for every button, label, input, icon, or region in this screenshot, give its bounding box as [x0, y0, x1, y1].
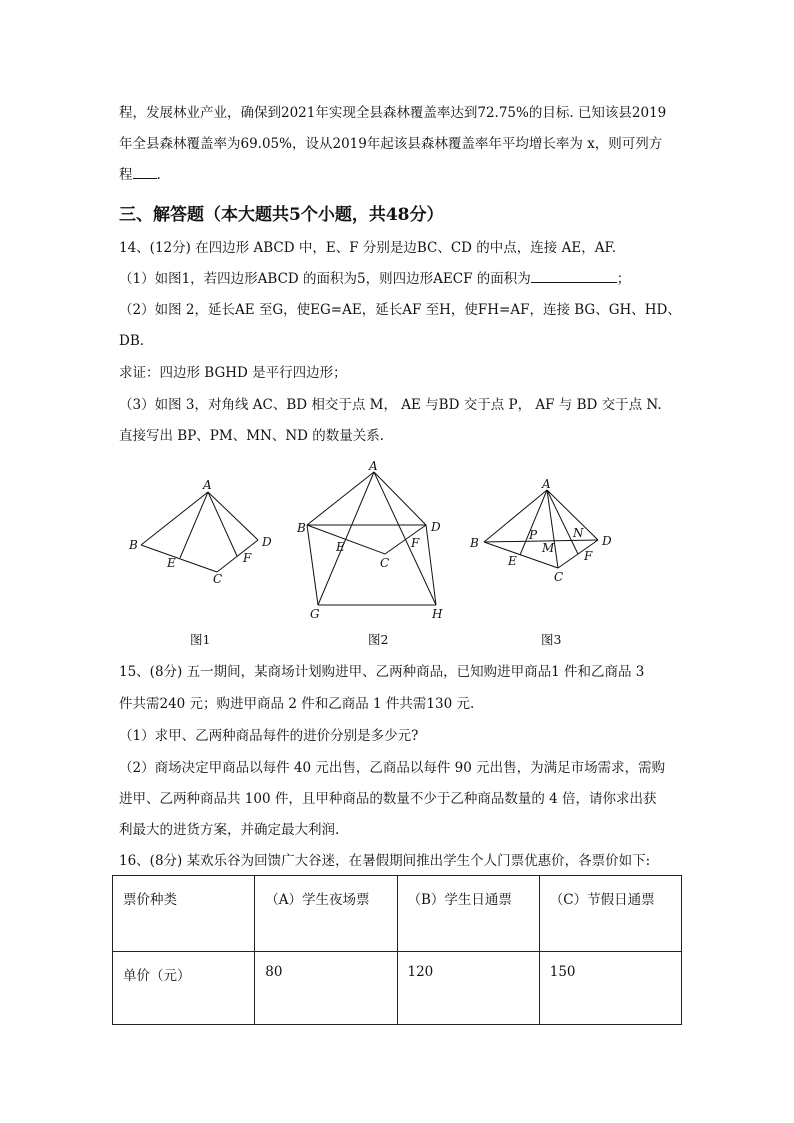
- fig3-label-a: A: [542, 477, 551, 491]
- fig2-label-b: B: [297, 521, 306, 535]
- fig2-segment-bg: [307, 525, 318, 605]
- fig1-segment-da: [208, 492, 258, 540]
- q15-part2-line3: 利最大的进货方案，并确定最大利润.: [119, 822, 340, 838]
- table-row: [113, 952, 682, 1025]
- q15-stem-line1: 15、(8分) 五一期间，某商场计划购进甲、乙两种商品，已知购进甲商品1 件和乙商品 3: [119, 664, 645, 680]
- table-cell: 80: [255, 952, 397, 1025]
- intro-line-1: 程，发展林业产业，确保到2021年实现全县森林覆盖率达到72.75%的目标. 已知该县2019: [119, 105, 667, 121]
- fig1-label-f: F: [243, 551, 252, 565]
- fig3-label-c: C: [554, 570, 564, 584]
- fig2-caption: 图2: [368, 632, 389, 647]
- fig1-label-a: A: [203, 478, 212, 492]
- table-header-cell: （C）节假日通票: [539, 876, 681, 952]
- table-header-cell: 票价种类: [113, 876, 255, 952]
- fig3-segment-bd: [484, 540, 598, 542]
- q14-prove: 求证：四边形 BGHD 是平行四边形；: [119, 365, 347, 381]
- fig1-label-c: C: [213, 572, 223, 586]
- fig3-label-b: B: [470, 536, 479, 550]
- table-header-cell: （A）学生夜场票: [255, 876, 397, 952]
- fig2-label-e: E: [336, 540, 345, 554]
- table-cell: 120: [397, 952, 539, 1025]
- q15-stem-line2: 件共需240 元；购进甲商品 2 件和乙商品 1 件共需130 元.: [119, 696, 475, 712]
- q14-part3-line1: （3）如图 3，对角线 AC、BD 相交于点 M， AE 与BD 交于点 P， AF 与 BD 交于点 N.: [119, 397, 662, 413]
- fig1-label-b: B: [129, 538, 138, 552]
- q15-part2-line1: （2）商场决定甲商品以每件 40 元出售，乙商品以每件 90 元出售，为满足市场需求，需购: [119, 760, 666, 776]
- fig3-label-d: D: [602, 534, 612, 548]
- intro-line-2: 年全县森林覆盖率为69.05%，设从2019年起该县森林覆盖率年平均增长率为 x，则可列方: [119, 136, 663, 152]
- intro-line-3: [119, 166, 161, 184]
- fig3-label-f: F: [584, 549, 593, 563]
- q14-stem: 14、(12分) 在四边形 ABCD 中，E、F 分别是边BC、CD 的中点，连接 AE，AF.: [119, 240, 616, 256]
- fig1-segment-af: [208, 492, 237, 556]
- fig2-segment-ab: [307, 472, 374, 525]
- ticket-price-table: [112, 875, 682, 1025]
- fig1-label-d: D: [262, 535, 272, 549]
- fig2-segment-ag: [318, 472, 374, 605]
- figure-1: [141, 492, 258, 572]
- table-header-row: [113, 876, 682, 952]
- q14-figures: [115, 460, 635, 630]
- fig3-segment-ab: [484, 490, 547, 542]
- q14-part1: [119, 270, 630, 288]
- fig2-segment-ad: [374, 472, 426, 525]
- fig1-segment-ae: [180, 492, 208, 558]
- fig2-label-d: D: [431, 520, 441, 534]
- q14-part2-line2: DB.: [119, 333, 145, 349]
- q15-part2-line2: 进甲、乙两种商品共 100 件，且甲种商品的数量不少于乙种商品数量的 4 倍，请你求出获: [119, 791, 657, 807]
- fig3-caption: 图3: [541, 632, 562, 647]
- q14-part1-end: ；: [616, 271, 631, 287]
- q14-part1-text: （1）如图1，若四边形ABCD 的面积为5，则四边形AECF 的面积为: [119, 271, 531, 287]
- fig1-segment-ab: [141, 492, 208, 545]
- fig3-label-m: M: [542, 541, 555, 555]
- q14-part2-line1: （2）如图 2，延长AE 至G，使EG=AE，延长AF 至H，使FH=AF，连接 BG、GH、HD、: [119, 302, 681, 318]
- table-cell: 单价（元）: [113, 952, 255, 1025]
- intro-line-3-prefix: 程: [119, 167, 133, 183]
- fig2-segment-hd: [426, 525, 436, 605]
- fig2-label-g: G: [310, 607, 320, 621]
- fig2-label-f: F: [411, 536, 420, 550]
- answer-blank-13[interactable]: [133, 166, 157, 179]
- q15-part1: （1）求甲、乙两种商品每件的进价分别是多少元?: [119, 728, 419, 744]
- fig1-segment-cd: [217, 540, 258, 572]
- fig3-label-n: N: [573, 526, 584, 540]
- fig2-label-a: A: [369, 460, 378, 473]
- q16-stem: 16、(8分) 某欢乐谷为回馈广大谷迷，在暑假期间推出学生个人门票优惠价，各票价如下:: [119, 853, 651, 869]
- fig3-label-e: E: [508, 554, 517, 568]
- fig2-segment-ah: [374, 472, 436, 605]
- fig1-segment-bc: [141, 545, 217, 572]
- table-cell: 150: [539, 952, 681, 1025]
- answer-blank-14-1[interactable]: [531, 270, 617, 283]
- intro-line-3-suffix: .: [156, 167, 161, 183]
- fig3-label-p: P: [529, 528, 538, 542]
- section-heading: 三、解答题（本大题共5个小题，共48分）: [119, 205, 444, 225]
- q14-part3-line2: 直接写出 BP、PM、MN、ND 的数量关系.: [119, 428, 385, 444]
- fig2-label-c: C: [380, 556, 390, 570]
- fig1-label-e: E: [167, 556, 176, 570]
- table-header-cell: （B）学生日通票: [397, 876, 539, 952]
- fig1-caption: 图1: [190, 632, 211, 647]
- fig2-label-h: H: [432, 607, 443, 621]
